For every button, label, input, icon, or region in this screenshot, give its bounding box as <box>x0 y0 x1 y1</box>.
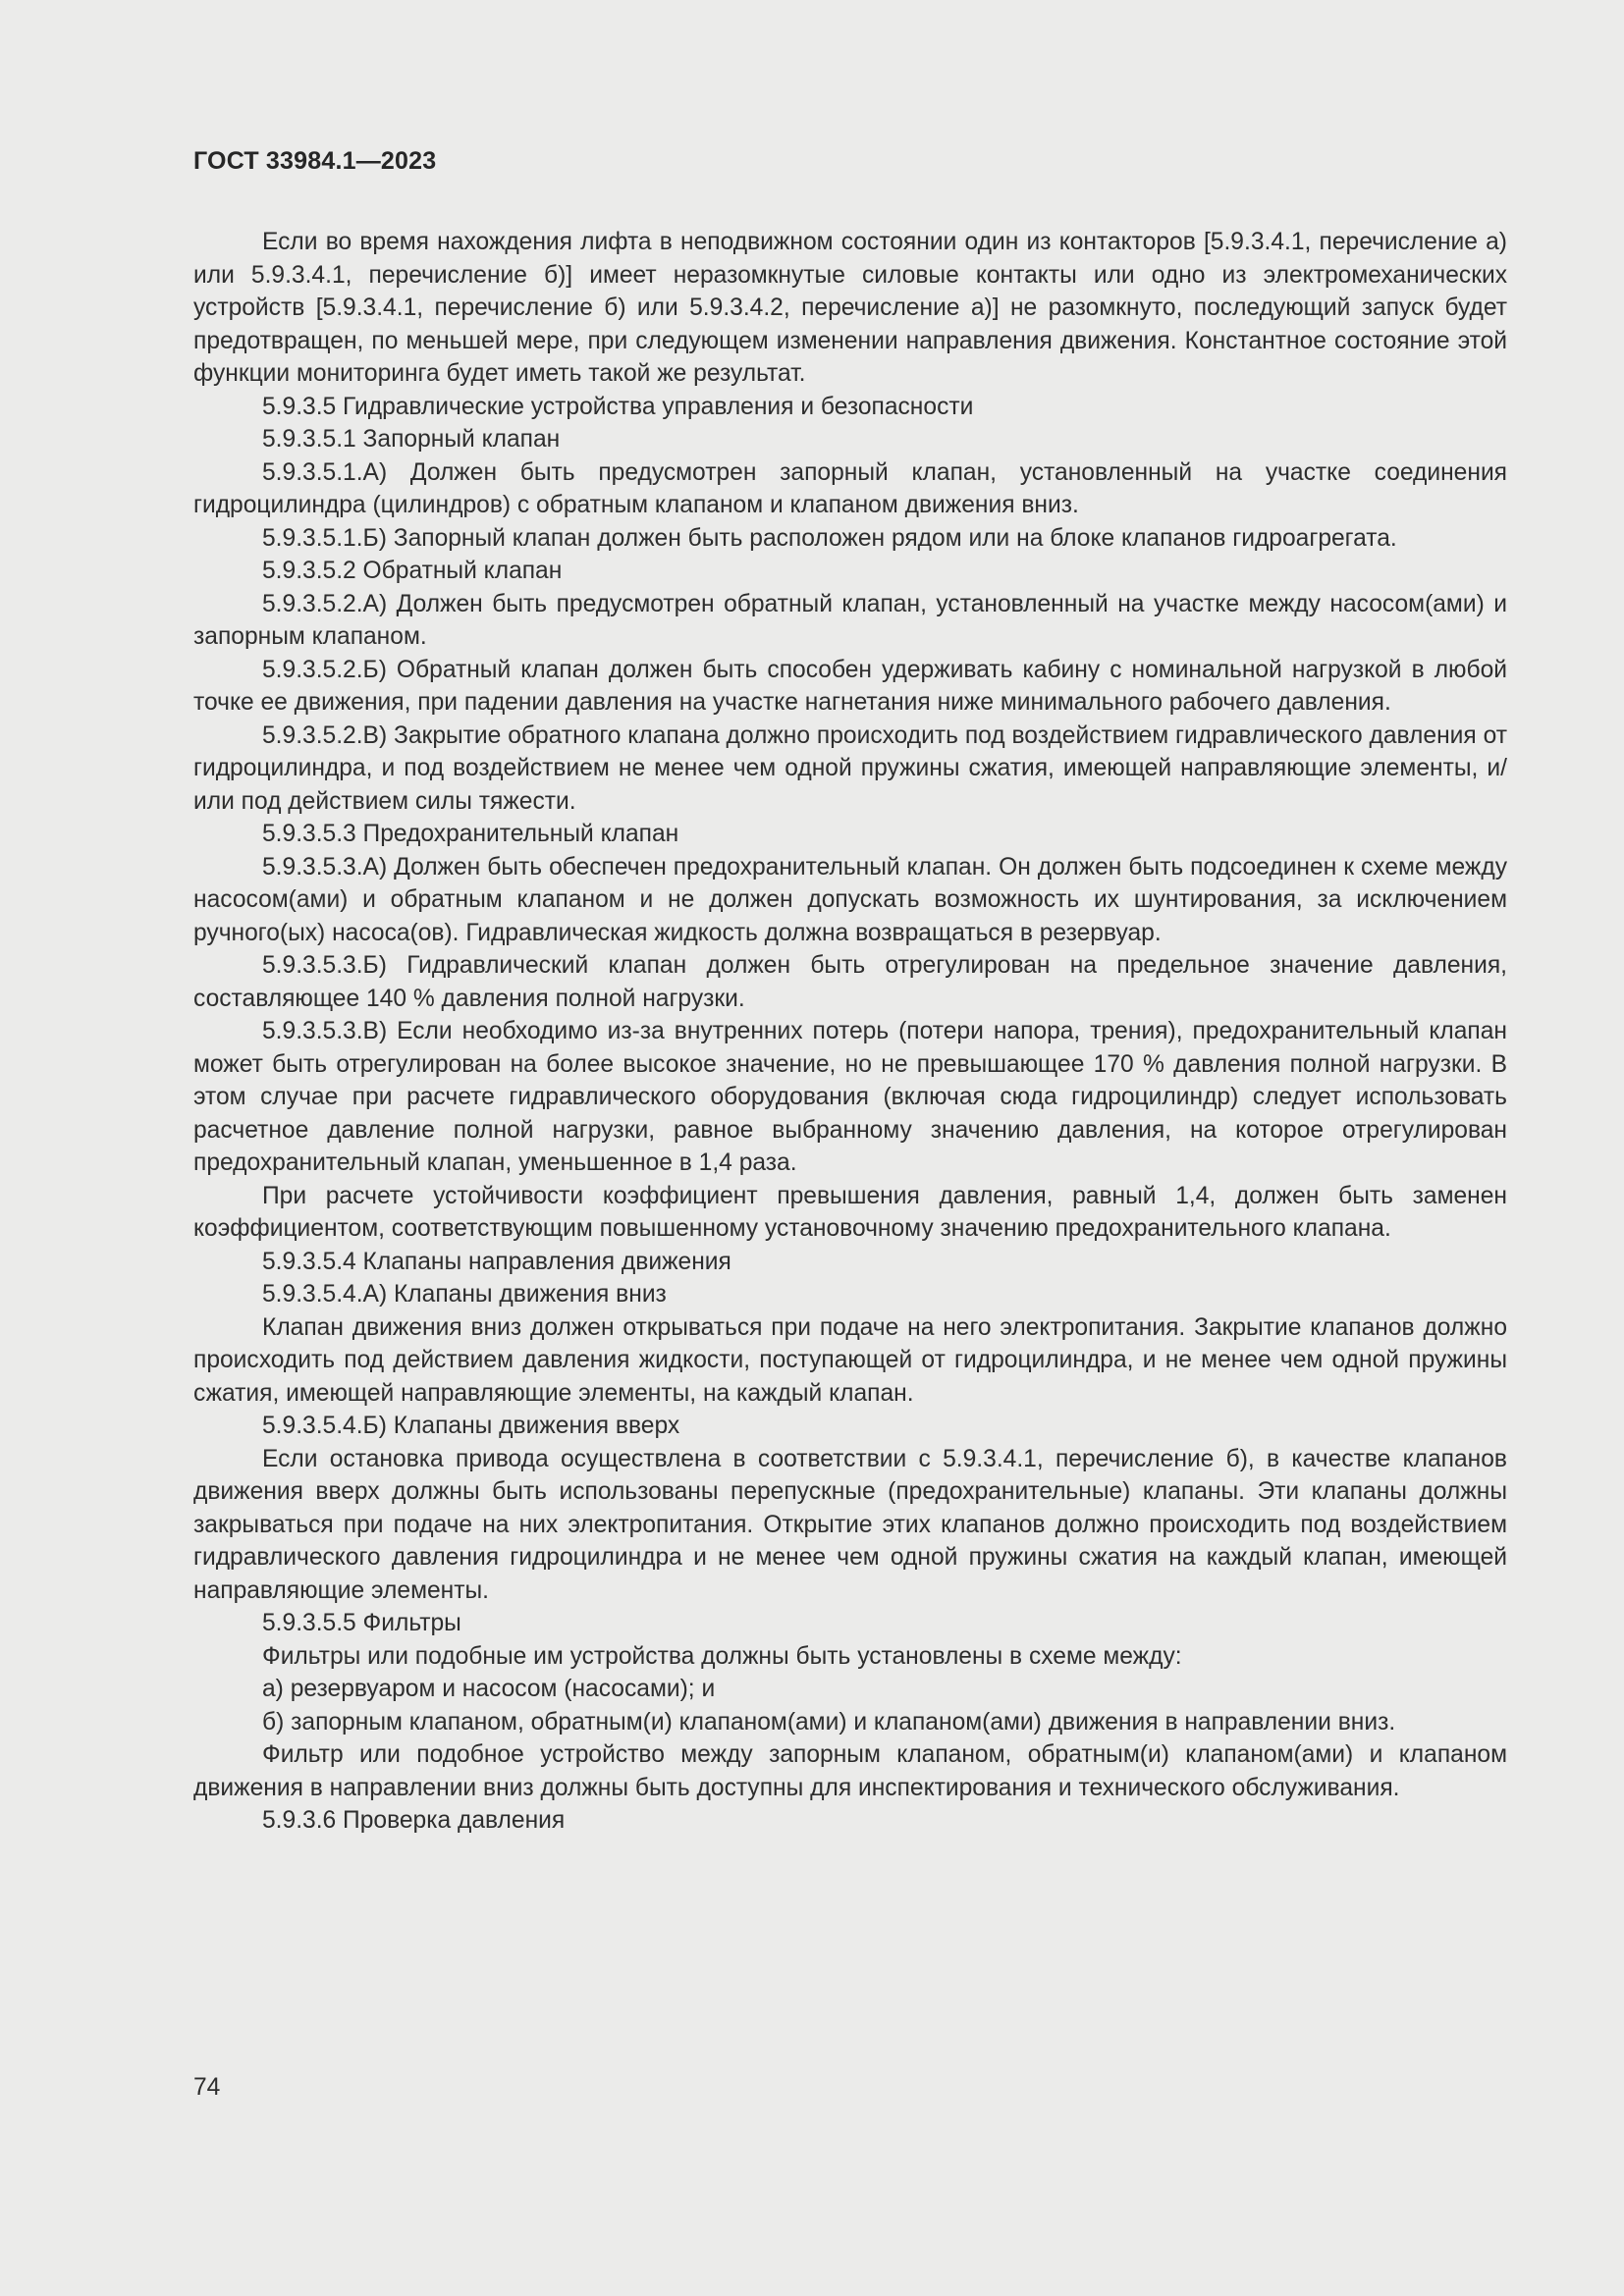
paragraph: Если во время нахождения лифта в неподвижном состоянии один из контакторов [5.9.3.4.1, перечисление а) или 5.9.3.4.1, перечисление б)] имеет неразомкнутые силовые контакты или одно из электромеханических устройств [5.9.3.4.1, перечисление б) или 5.9.3.4.2, перечисление а)] не разомкнуто, последующий запуск будет предотвращен, по меньшей мере, при следующем изменении направления движения. Константное состояние этой функции мониторинга будет иметь такой же результат. <box>193 229 1507 387</box>
paragraph: 5.9.3.5.2.Б) Обратный клапан должен быть способен удерживать кабину с номинальной нагрузкой в любой точке ее движения, при падении давления на участке нагнетания ниже минимального рабочего давления. <box>193 656 1507 716</box>
paragraph: Клапан движения вниз должен открываться при подаче на него электропитания. Закрытие клапанов должно происходить под действием давления жидкости, поступающей от гидроцилиндра, и не менее чем одной пружины сжатия, имеющей направляющие элементы, на каждый клапан. <box>193 1313 1507 1407</box>
page-number: 74 <box>193 2074 221 2101</box>
paragraph: При расчете устойчивости коэффициент превышения давления, равный 1,4, должен быть заменен коэффициентом, соответствующим повышенному установочному значению предохранительного клапана. <box>193 1182 1507 1242</box>
section-heading: 5.9.3.5.2 Обратный клапан <box>262 558 563 584</box>
section-heading: 5.9.3.5.4.Б) Клапаны движения вверх <box>262 1413 680 1439</box>
section-heading: 5.9.3.5.4 Клапаны направления движения <box>262 1248 731 1275</box>
paragraph: Если остановка привода осуществлена в соответствии с 5.9.3.4.1, перечисление б), в качестве клапанов движения вверх должны быть использованы перепускные (предохранительные) клапаны. Эти клапаны должны закрываться при подаче на них электропитания. Открытие этих клапанов должно происходить под воздействием гидравлического давления гидроцилиндра и не менее чем одной пружины сжатия на каждый клапан, имеющей направляющие элементы. <box>193 1445 1507 1604</box>
paragraph: 5.9.3.5.3.А) Должен быть обеспечен предохранительный клапан. Он должен быть подсоединен к схеме между насосом(ами) и обратным клапаном и не должен допускать возможность их шунтирования, за исключением ручного(ых) насоса(ов). Гидравлическая жидкость должна возвращаться в резервуар. <box>193 853 1507 946</box>
document-body <box>193 226 1507 1838</box>
paragraph: 5.9.3.5.2.В) Закрытие обратного клапана должно происходить под воздействием гидравлического давления от гидроцилиндра, и под воздействием не менее чем одной пружины сжатия, имеющей направляющие элементы, и/или под действием силы тяжести. <box>193 721 1507 815</box>
paragraph: 5.9.3.5.1.А) Должен быть предусмотрен запорный клапан, установленный на участке соединения гидроцилиндра (цилиндров) с обратным клапаном и клапаном движения вниз. <box>193 458 1507 518</box>
section-heading: 5.9.3.6 Проверка давления <box>262 1807 566 1834</box>
list-item: б) запорным клапаном, обратным(и) клапаном(ами) и клапаном(ами) движения в направлении вниз. <box>262 1708 1396 1735</box>
paragraph: 5.9.3.5.2.А) Должен быть предусмотрен обратный клапан, установленный на участке между насосом(ами) и запорным клапаном. <box>193 590 1507 650</box>
paragraph: 5.9.3.5.1.Б) Запорный клапан должен быть расположен рядом или на блоке клапанов гидроагрегата. <box>262 524 1397 552</box>
section-heading: 5.9.3.5 Гидравлические устройства управления и безопасности <box>262 393 974 420</box>
paragraph: Фильтры или подобные им устройства должны быть установлены в схеме между: <box>262 1642 1182 1670</box>
list-item: а) резервуаром и насосом (насосами); и <box>262 1676 716 1702</box>
section-heading: 5.9.3.5.1 Запорный клапан <box>262 426 561 453</box>
section-heading: 5.9.3.5.3 Предохранительный клапан <box>262 821 679 847</box>
document-header: ГОСТ 33984.1—2023 <box>193 147 437 175</box>
paragraph: Фильтр или подобное устройство между запорным клапаном, обратным(и) клапаном(ами) и клапаном движения в направлении вниз должны быть доступны для инспектирования и технического обслуживания. <box>193 1741 1507 1801</box>
section-heading: 5.9.3.5.4.А) Клапаны движения вниз <box>262 1281 667 1308</box>
paragraph: 5.9.3.5.3.В) Если необходимо из-за внутренних потерь (потери напора, трения), предохранительный клапан может быть отрегулирован на более высокое значение, но не превышающее 170 % давления полной нагрузки. В этом случае при расчете гидравлического оборудования (включая сюда гидроцилиндр) следует использовать расчетное давление полной нагрузки, равное выбранному значению давления, на которое отрегулирован предохранительный клапан, уменьшенное в 1,4 раза. <box>193 1018 1507 1176</box>
paragraph: 5.9.3.5.3.Б) Гидравлический клапан должен быть отрегулирован на предельное значение давления, составляющее 140 % давления полной нагрузки. <box>193 952 1507 1012</box>
section-heading: 5.9.3.5.5 Фильтры <box>262 1610 461 1636</box>
